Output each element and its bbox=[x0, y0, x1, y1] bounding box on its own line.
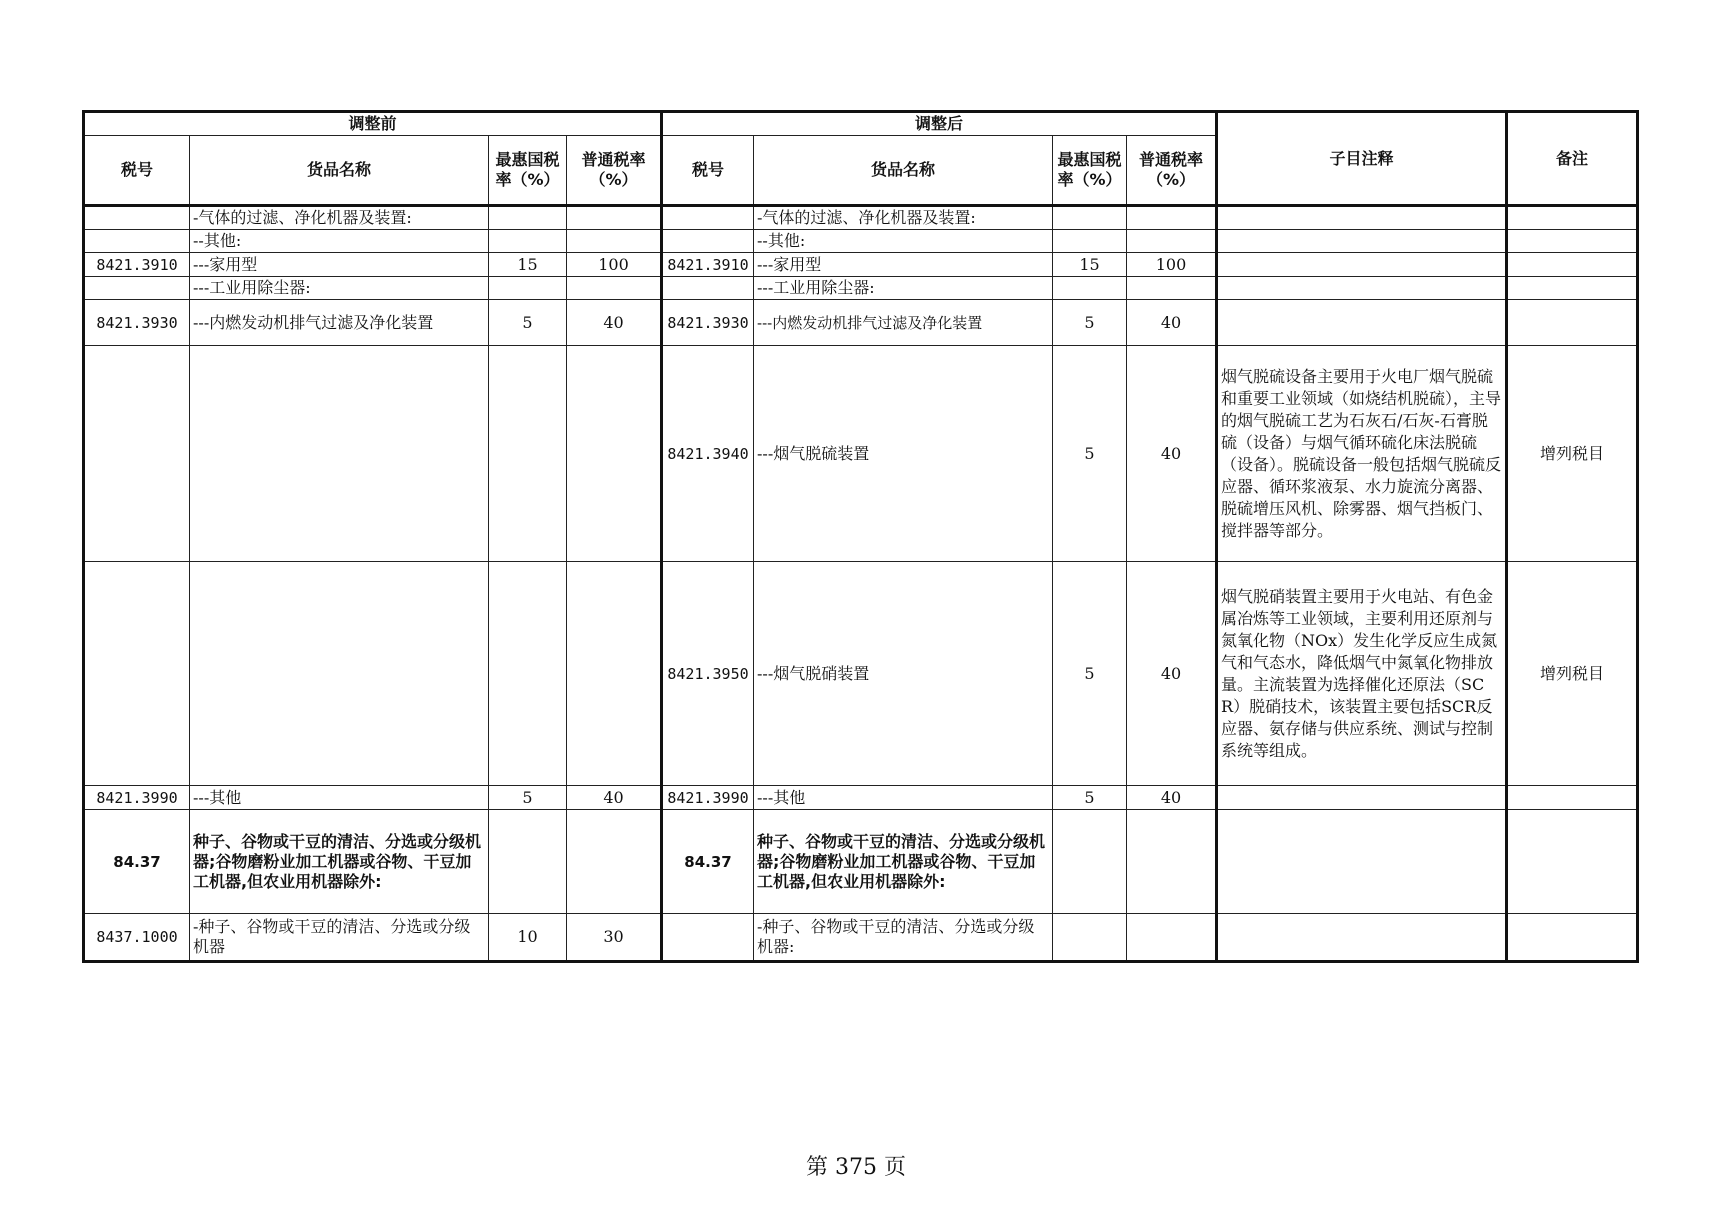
name-after: ---内燃发动机排气过滤及净化装置 bbox=[754, 300, 1053, 346]
subheading-note bbox=[1217, 253, 1507, 277]
code-after: 84.37 bbox=[662, 810, 754, 914]
remark bbox=[1507, 810, 1638, 914]
col-header-remark: 备注 bbox=[1507, 112, 1638, 206]
general-after bbox=[1127, 277, 1217, 300]
subheading-note bbox=[1217, 277, 1507, 300]
table-row bbox=[84, 206, 1638, 230]
table-row bbox=[84, 914, 1638, 962]
mfn-after: 15 bbox=[1053, 253, 1127, 277]
code-before bbox=[84, 277, 190, 300]
name-before: -种子、谷物或干豆的清洁、分选或分级机器 bbox=[190, 914, 489, 962]
name-before: ---内燃发动机排气过滤及净化装置 bbox=[190, 300, 489, 346]
remark bbox=[1507, 277, 1638, 300]
code-before: 8421.3910 bbox=[84, 253, 190, 277]
code-before bbox=[84, 206, 190, 230]
general-before bbox=[567, 562, 662, 786]
remark bbox=[1507, 206, 1638, 230]
name-before: ---工业用除尘器: bbox=[190, 277, 489, 300]
code-after: 8421.3950 bbox=[662, 562, 754, 786]
col-header-code-before: 税号 bbox=[84, 136, 190, 206]
name-after: 种子、谷物或干豆的清洁、分选或分级机器;谷物磨粉业加工机器或谷物、干豆加工机器,但农业用机器除外: bbox=[754, 810, 1053, 914]
general-before bbox=[567, 346, 662, 562]
name-after: -种子、谷物或干豆的清洁、分选或分级机器: bbox=[754, 914, 1053, 962]
remark: 增列税目 bbox=[1507, 562, 1638, 786]
col-header-note: 子目注释 bbox=[1217, 112, 1507, 206]
name-after: ---其他 bbox=[754, 786, 1053, 810]
subheading-note bbox=[1217, 300, 1507, 346]
mfn-after: 5 bbox=[1053, 562, 1127, 786]
code-before: 8437.1000 bbox=[84, 914, 190, 962]
tariff-table bbox=[82, 110, 1639, 963]
general-before bbox=[567, 230, 662, 253]
code-after: 8421.3940 bbox=[662, 346, 754, 562]
name-before: 种子、谷物或干豆的清洁、分选或分级机器;谷物磨粉业加工机器或谷物、干豆加工机器,但农业用机器除外: bbox=[190, 810, 489, 914]
general-after: 40 bbox=[1127, 786, 1217, 810]
page-number: 第 375 页 bbox=[806, 1155, 906, 1180]
name-after: --其他: bbox=[754, 230, 1053, 253]
name-before: ---家用型 bbox=[190, 253, 489, 277]
general-before bbox=[567, 810, 662, 914]
name-before: -气体的过滤、净化机器及装置: bbox=[190, 206, 489, 230]
mfn-before: 5 bbox=[489, 300, 567, 346]
code-before: 8421.3930 bbox=[84, 300, 190, 346]
col-header-name-before: 货品名称 bbox=[190, 136, 489, 206]
mfn-after bbox=[1053, 230, 1127, 253]
mfn-after bbox=[1053, 810, 1127, 914]
mfn-after bbox=[1053, 914, 1127, 962]
mfn-before: 5 bbox=[489, 786, 567, 810]
tariff-table-sheet bbox=[82, 110, 1636, 963]
general-after: 40 bbox=[1127, 562, 1217, 786]
table-row bbox=[84, 300, 1638, 346]
code-before: 8421.3990 bbox=[84, 786, 190, 810]
general-after bbox=[1127, 810, 1217, 914]
table-row bbox=[84, 786, 1638, 810]
col-header-code-after: 税号 bbox=[662, 136, 754, 206]
general-before: 100 bbox=[567, 253, 662, 277]
mfn-after: 5 bbox=[1053, 300, 1127, 346]
mfn-before bbox=[489, 277, 567, 300]
general-before bbox=[567, 206, 662, 230]
name-after: ---工业用除尘器: bbox=[754, 277, 1053, 300]
mfn-before bbox=[489, 810, 567, 914]
general-after bbox=[1127, 914, 1217, 962]
general-before: 40 bbox=[567, 300, 662, 346]
remark bbox=[1507, 230, 1638, 253]
remark bbox=[1507, 300, 1638, 346]
subheading-note: 烟气脱硫设备主要用于火电厂烟气脱硫和重要工业领域（如烧结机脱硫），主导的烟气脱硫工艺为石灰石/石灰-石膏脱硫（设备）与烟气循环硫化床法脱硫（设备）。脱硫设备一般包括烟气脱硫反应器、循环浆液泵、水力旋流分离器、脱硫增压风机、除雾器、烟气挡板门、搅拌器等部分。 bbox=[1217, 346, 1507, 562]
col-header-mfn-after: 最惠国税率（%） bbox=[1053, 136, 1127, 206]
subheading-note bbox=[1217, 230, 1507, 253]
general-after bbox=[1127, 230, 1217, 253]
group-header-after: 调整后 bbox=[662, 112, 1217, 136]
remark bbox=[1507, 786, 1638, 810]
table-row bbox=[84, 253, 1638, 277]
code-after bbox=[662, 206, 754, 230]
remark: 增列税目 bbox=[1507, 346, 1638, 562]
name-before: --其他: bbox=[190, 230, 489, 253]
col-header-name-after: 货品名称 bbox=[754, 136, 1053, 206]
general-before: 40 bbox=[567, 786, 662, 810]
remark bbox=[1507, 253, 1638, 277]
general-after: 100 bbox=[1127, 253, 1217, 277]
code-before bbox=[84, 230, 190, 253]
mfn-after bbox=[1053, 277, 1127, 300]
general-before bbox=[567, 277, 662, 300]
subheading-note bbox=[1217, 810, 1507, 914]
col-header-general-before: 普通税率（%） bbox=[567, 136, 662, 206]
name-before: ---其他 bbox=[190, 786, 489, 810]
code-after: 8421.3910 bbox=[662, 253, 754, 277]
subheading-note bbox=[1217, 914, 1507, 962]
mfn-after bbox=[1053, 206, 1127, 230]
general-after bbox=[1127, 206, 1217, 230]
name-after: ---烟气脱硝装置 bbox=[754, 562, 1053, 786]
code-before: 84.37 bbox=[84, 810, 190, 914]
mfn-after: 5 bbox=[1053, 346, 1127, 562]
table-row bbox=[84, 810, 1638, 914]
col-header-mfn-before: 最惠国税率（%） bbox=[489, 136, 567, 206]
remark bbox=[1507, 914, 1638, 962]
mfn-before bbox=[489, 206, 567, 230]
table-row bbox=[84, 346, 1638, 562]
general-after: 40 bbox=[1127, 346, 1217, 562]
code-before bbox=[84, 346, 190, 562]
name-before bbox=[190, 562, 489, 786]
mfn-before bbox=[489, 230, 567, 253]
code-after: 8421.3930 bbox=[662, 300, 754, 346]
mfn-before bbox=[489, 346, 567, 562]
name-after: ---烟气脱硫装置 bbox=[754, 346, 1053, 562]
group-header-before: 调整前 bbox=[84, 112, 662, 136]
code-after bbox=[662, 914, 754, 962]
name-after: -气体的过滤、净化机器及装置: bbox=[754, 206, 1053, 230]
general-before: 30 bbox=[567, 914, 662, 962]
mfn-before: 15 bbox=[489, 253, 567, 277]
code-after: 8421.3990 bbox=[662, 786, 754, 810]
name-after: ---家用型 bbox=[754, 253, 1053, 277]
mfn-before: 10 bbox=[489, 914, 567, 962]
mfn-before bbox=[489, 562, 567, 786]
general-after: 40 bbox=[1127, 300, 1217, 346]
table-row bbox=[84, 277, 1638, 300]
code-after bbox=[662, 277, 754, 300]
col-header-general-after: 普通税率（%） bbox=[1127, 136, 1217, 206]
subheading-note bbox=[1217, 206, 1507, 230]
name-before bbox=[190, 346, 489, 562]
code-before bbox=[84, 562, 190, 786]
mfn-after: 5 bbox=[1053, 786, 1127, 810]
code-after bbox=[662, 230, 754, 253]
table-row bbox=[84, 230, 1638, 253]
subheading-note: 烟气脱硝装置主要用于火电站、有色金属冶炼等工业领域，主要利用还原剂与氮氧化物（NOx）发生化学反应生成氮气和气态水，降低烟气中氮氧化物排放量。主流装置为选择催化还原法（SCR）脱硝技术，该装置主要包括SCR反应器、氨存储与供应系统、测试与控制系统等组成。 bbox=[1217, 562, 1507, 786]
subheading-note bbox=[1217, 786, 1507, 810]
table-row bbox=[84, 562, 1638, 786]
